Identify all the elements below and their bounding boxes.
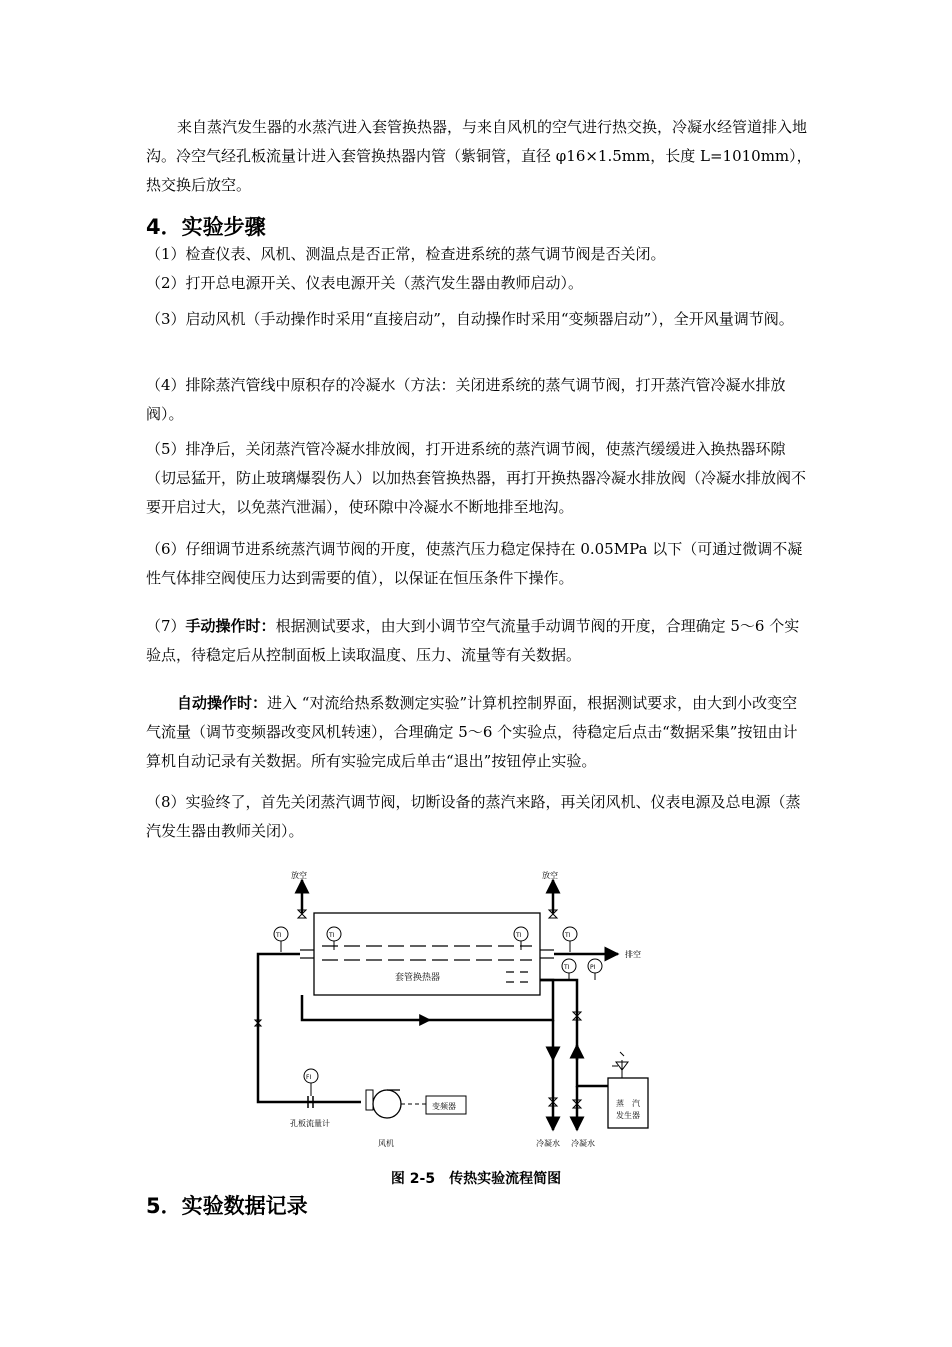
vent-left-label: 放空 xyxy=(291,871,307,880)
figure-caption: 图 2-5 传热实验流程简图 xyxy=(390,1171,562,1187)
pi-steam xyxy=(588,959,602,980)
step-2: （2）打开总电源开关、仪表电源开关（蒸汽发生器由教师启动）。 xyxy=(146,274,584,292)
svg-text:TI: TI xyxy=(565,932,571,939)
step-6: （6）仔细调节进系统蒸汽调节阀的开度，使蒸汽压力稳定保持在 0.05MPa 以下（可通过微调不凝性气体排空阀使压力达到需要的值），以保证在恒压条件下操作。 xyxy=(146,540,803,587)
svg-text:FI: FI xyxy=(306,1074,312,1081)
steam-generator-label-2: 发生器 xyxy=(616,1111,640,1120)
steam-supply-line xyxy=(540,980,608,1086)
vfd-label: 变频器 xyxy=(432,1102,456,1111)
svg-text:TI: TI xyxy=(564,964,570,971)
condensate-label-2: 冷凝水 xyxy=(571,1139,595,1148)
step-1: （1）检查仪表、风机、测温点是否正常，检查进系统的蒸气调节阀是否关闭。 xyxy=(146,245,666,263)
auto-operation-label: 自动操作时： xyxy=(177,694,268,712)
auto-operation-text: 进入 “对流给热系数测定实验”计算机控制界面，根据测试要求，由大到小改变空气流量（调节变频器改变风机转速），合理确定 5～6 个实验点，待稳定后点击“数据采集”按钮由计算机自动记录有关数据。所有实验完成后单击“退出”按钮停止实验。 xyxy=(146,694,798,770)
manual-operation-label: 手动操作时： xyxy=(185,617,276,635)
svg-text:TI: TI xyxy=(516,932,522,939)
intro-paragraph: 来自蒸汽发生器的水蒸汽进入套管换热器，与来自风机的空气进行热交换，冷凝水经管道排入地沟。冷空气经孔板流量计进入套管换热器内管（紫铜管，直径 φ16×1.5mm，长度 L=1010mm），热交换后放空。 xyxy=(146,118,812,194)
fan xyxy=(366,1090,401,1118)
step-7-text: 根据测试要求，由大到小调节空气流量手动调节阀的开度，合理确定 5～6 个实验点，待稳定后从控制面板上读取温度、压力、流量等有关数据。 xyxy=(146,617,800,664)
steam-generator-label-1: 蒸 汽 xyxy=(616,1099,640,1108)
step-5: （5）排净后，关闭蒸汽管冷凝水排放阀，打开进系统的蒸汽调节阀，使蒸汽缓缓进入换热器环隙（切忌猛开，防止玻璃爆裂伤人）以加热套管换热器，再打开换热器冷凝水排放阀（冷凝水排放阀不要开启过大，以免蒸汽泄漏），使环隙中冷凝水不断地排至地沟。 xyxy=(146,440,807,516)
svg-text:PI: PI xyxy=(590,964,596,971)
vent-right-label: 放空 xyxy=(542,871,558,880)
ti-right-outer xyxy=(563,927,577,952)
section-5-heading: 5．实验数据记录 xyxy=(146,1194,308,1218)
step-3: （3）启动风机（手动操作时采用“直接启动”，自动操作时采用“变频器启动”），全开风量调节阀。 xyxy=(146,310,794,328)
exchanger-condensate-line xyxy=(302,980,553,1020)
exhaust-label: 排空 xyxy=(625,950,641,959)
section-4-heading: 4．实验步骤 xyxy=(146,215,266,239)
ti-steam xyxy=(562,959,576,980)
step-7-prefix: （7） xyxy=(146,617,186,635)
condensate-label-1: 冷凝水 xyxy=(536,1139,560,1148)
orifice-label: 孔板流量计 xyxy=(290,1119,330,1128)
step-8: （8）实验终了，首先关闭蒸汽调节阀，切断设备的蒸汽来路，再关闭风机、仪表电源及总电源（蒸汽发生器由教师关闭）。 xyxy=(146,793,801,840)
svg-text:TI: TI xyxy=(276,932,282,939)
exchanger-label: 套管换热器 xyxy=(395,973,441,983)
svg-text:TI: TI xyxy=(329,932,335,939)
fan-label: 风机 xyxy=(378,1139,394,1148)
ti-left-outer xyxy=(274,927,288,952)
step-4: （4）排除蒸汽管线中原积存的冷凝水（方法：关闭进系统的蒸气调节阀，打开蒸汽管冷凝水排放阀）。 xyxy=(146,376,786,423)
